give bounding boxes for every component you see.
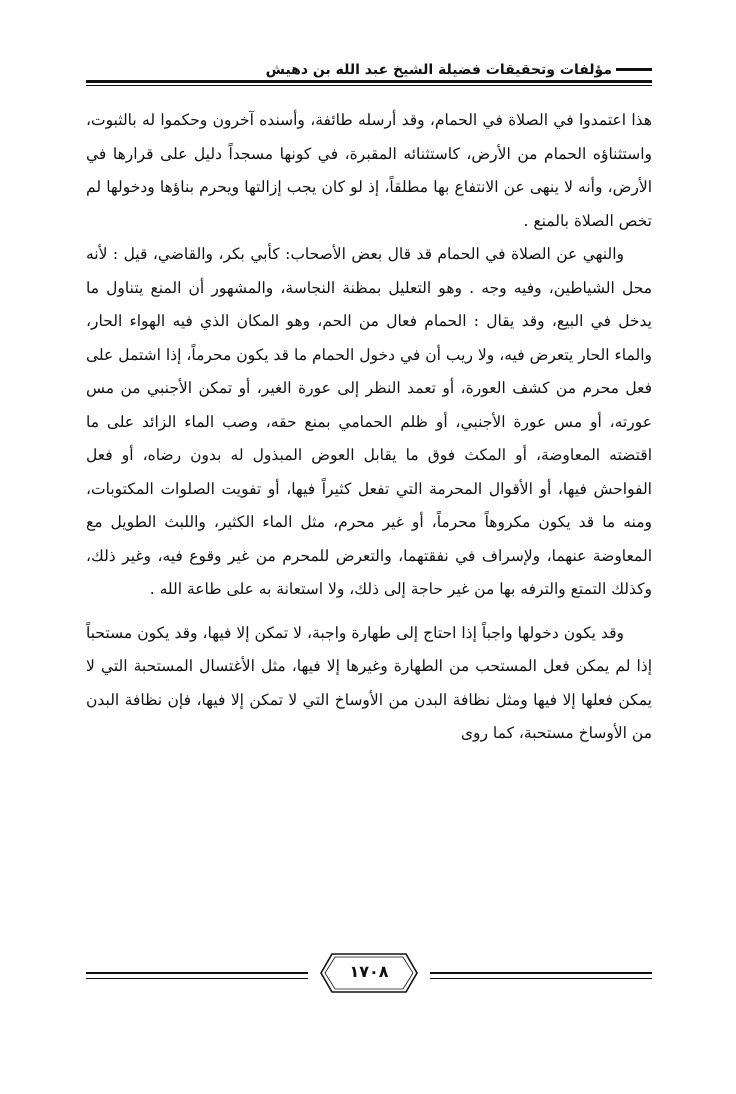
page-footer [86, 950, 652, 998]
paragraph-2: والنهي عن الصلاة في الحمام قد قال بعض الأصحاب: كأبي بكر، والقاضي، قيل : لأنه محل الشياطين، وفيه وجه . وهو التعليل بمظنة النجاسة، والمشهور أن المنع يتناول ما يدخل في البيع، وقد يقال : الحمام فعال من الحم، وهو المكان الذي فيه الهواء الحار، والماء الحار يتعرض فيه، ولا ريب أن في دخول الحمام ما قد يكون محرماً، إذا اشتمل على فعل محرم من كشف العورة، أو تعمد النظر إلى عورة الغير، أو تمكن الأجنبي من مس عورته، أو مس عورة الأجنبي، أو ظلم الحمامي بمنع حقه، وصب الماء الزائد على ما اقتضته المعاوضة، أو المكث فوق ما يقابل العوض المبذول له بدون رضاه، أو فعل الفواحش فيها، أو الأقوال المحرمة التي تفعل كثيراً فيها، أو تفويت الصلوات المكتوبات، ومنه ما قد يكون مكروهاً محرماً، أو غير محرم، مثل الماء الكثير، واللبث الطويل مع المعاوضة عنهما، ولإسراف في نفقتهما، والتعرض للمحرم من غير وقوع فيه، وغير ذلك، وكذلك التمتع والترفه بها من غير حاجة إلى ذلك، ولا استعانة به على طاعة الله . [86, 245, 652, 598]
header-rule-thin [86, 85, 652, 86]
paragraph-1: هذا اعتمدوا في الصلاة في الحمام، وقد أرسله طائفة، وأسنده آخرون وحكموا له بالثبوت، واستثناؤه الحمام من الأرض، كاستثنائه المقبرة، في كونها مسجداً دليل على قرارها في الأرض، وأنه لا ينهى عن الانتفاع بها مطلقاً، إذ لو كان يجب إزالتها ويحرم بناؤها ودخولها لم تخص الصلاة بالمنع . [86, 111, 652, 230]
paragraph-3: وقد يكون دخولها واجباً إذا احتاج إلى طهارة واجبة، لا تمكن إلا فيها، وقد يكون مستحباً إذا لم يمكن فعل المستحب من الطهارة وغيرها إلا فيها، مثل الأغتسال المستحبة التي لا يمكن فعلها إلا فيها ومثل نظافة البدن من الأوساخ التي لا تمكن إلا فيها، فإن نظافة البدن من الأوساخ مستحبة، كما روى [86, 623, 652, 742]
footer-rule-right-thin [430, 978, 652, 979]
footer-rule-left [86, 972, 308, 974]
footer-rule-right [430, 972, 652, 974]
page-number: ١٧٠٨ [349, 962, 389, 981]
running-header [86, 58, 652, 88]
running-title: مؤلفات وتحقيقات فضيلة الشيخ عبد الله بن دهيش [258, 62, 612, 78]
footer-rule-left-thin [86, 978, 308, 979]
header-rule-thick [86, 80, 652, 83]
page-body [86, 104, 652, 751]
page-number-badge [320, 952, 418, 994]
header-ornament [616, 68, 652, 71]
